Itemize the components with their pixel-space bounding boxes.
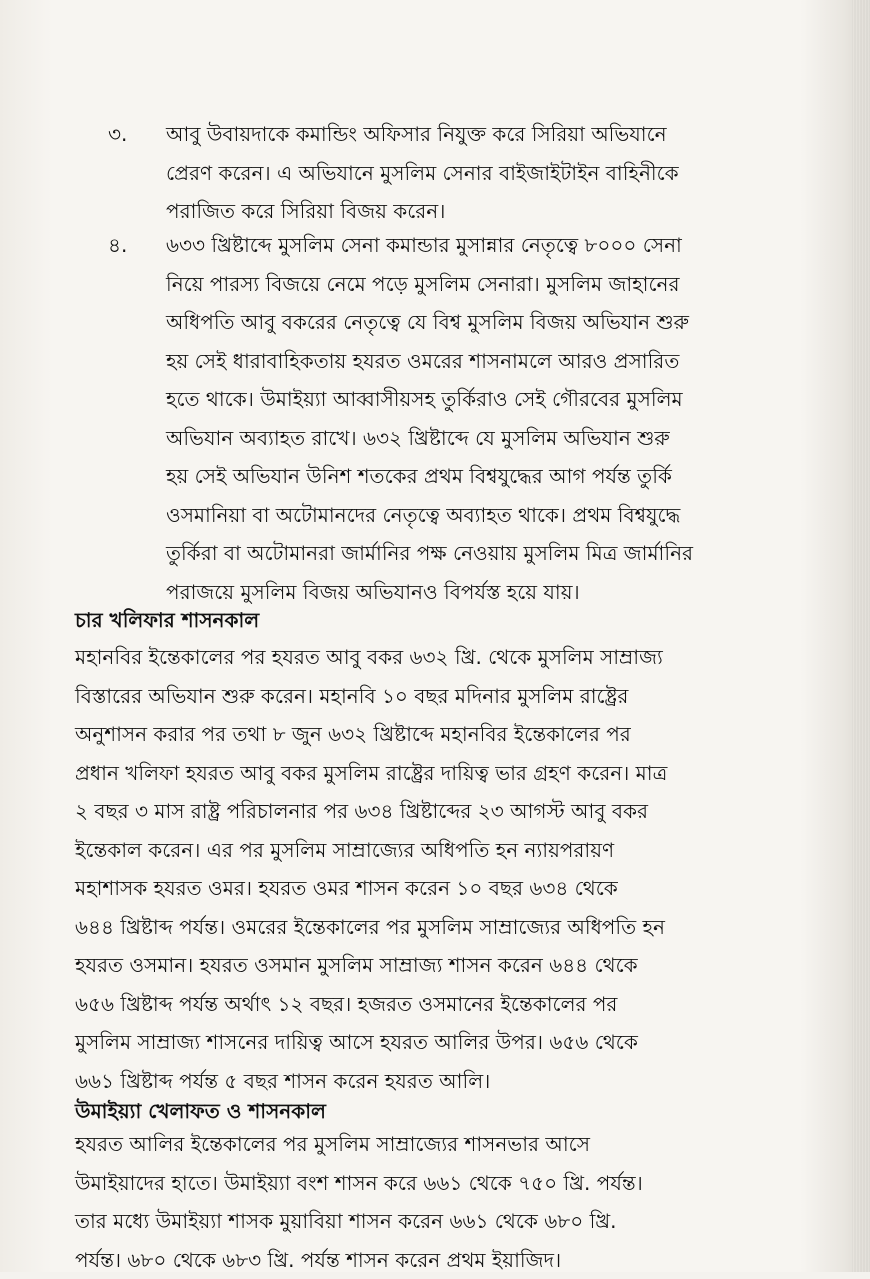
text-line: পর্যন্ত। ৬৮০ থেকে ৬৮৩ খ্রি. পর্যন্ত শাসন করেন প্রথম ইয়াজিদ। bbox=[75, 1241, 810, 1279]
text-line: মহাশাসক হযরত ওমর। হযরত ওমর শাসন করেন ১০ বছর ৬৩৪ থেকে bbox=[75, 869, 810, 908]
text-line: অধিপতি আবু বকরের নেতৃত্বে যে বিশ্ব মুসলিম বিজয় অভিযান শুরু bbox=[166, 303, 808, 342]
text-line: মুসলিম সাম্রাজ্য শাসনের দায়িত্ব আসে হযরত আলির উপর। ৬৫৬ থেকে bbox=[75, 1023, 810, 1062]
numbered-item-3 bbox=[108, 115, 808, 231]
item-text bbox=[166, 115, 808, 231]
text-line: হযরত আলির ইন্তেকালের পর মুসলিম সাম্রাজ্যের শাসনভার আসে bbox=[75, 1125, 810, 1164]
item-number: ৩. bbox=[108, 115, 158, 154]
text-line: অনুশাসন করার পর তথা ৮ জুন ৬৩২ খ্রিষ্টাব্দে মহানবির ইন্তেকালের পর bbox=[75, 715, 810, 754]
text-line: ৬৬১ খ্রিষ্টাব্দ পর্যন্ত ৫ বছর শাসন করেন হযরত আলি। bbox=[75, 1062, 810, 1101]
text-line: ৬৩৩ খ্রিষ্টাব্দে মুসলিম সেনা কমান্ডার মুসান্নার নেতৃত্বে ৮০০০ সেনা bbox=[166, 226, 808, 265]
text-line: তার মধ্যে উমাইয়্যা শাসক মুয়াবিয়া শাসন করেন ৬৬১ থেকে ৬৮০ খ্রি. bbox=[75, 1202, 810, 1241]
section-heading-umayyad: উমাইয়্যা খেলাফত ও শাসনকাল bbox=[75, 1097, 326, 1130]
section-paragraph-umayyad bbox=[75, 1125, 810, 1279]
text-line: ৬৪৪ খ্রিষ্টাব্দ পর্যন্ত। ওমরের ইন্তেকালের পর মুসলিম সাম্রাজ্যের অধিপতি হন bbox=[75, 908, 810, 947]
text-line: প্রধান খলিফা হযরত আবু বকর মুসলিম রাষ্ট্রের দায়িত্ব ভার গ্রহণ করেন। মাত্র bbox=[75, 754, 810, 793]
text-line: হযরত ওসমান। হযরত ওসমান মুসলিম সাম্রাজ্য শাসন করেন ৬৪৪ থেকে bbox=[75, 946, 810, 985]
page-edge bbox=[852, 0, 870, 1272]
item-text bbox=[166, 226, 808, 611]
text-line: আবু উবায়দাকে কমান্ডিং অফিসার নিযুক্ত করে সিরিয়া অভিযানে bbox=[166, 115, 808, 154]
text-line: প্রেরণ করেন। এ অভিযানে মুসলিম সেনার বাইজাইটাইন বাহিনীকে bbox=[166, 154, 808, 193]
text-line: পরাজিত করে সিরিয়া বিজয় করেন। bbox=[166, 192, 808, 231]
text-line: হয় সেই ধারাবাহিকতায় হযরত ওমরের শাসনামলে আরও প্রসারিত bbox=[166, 342, 808, 381]
section-heading-four-caliphs: চার খলিফার শাসনকাল bbox=[75, 606, 259, 639]
text-line: উমাইয়াদের হাতে। উমাইয়্যা বংশ শাসন করে ৬৬১ থেকে ৭৫০ খ্রি. পর্যন্ত। bbox=[75, 1164, 810, 1203]
text-line: ওসমানিয়া বা অটোমানদের নেতৃত্বে অব্যাহত থাকে। প্রথম বিশ্বযুদ্ধে bbox=[166, 496, 808, 535]
item-number: ৪. bbox=[108, 226, 158, 265]
text-line: নিয়ে পারস্য বিজয়ে নেমে পড়ে মুসলিম সেনারা। মুসলিম জাহানের bbox=[166, 265, 808, 304]
numbered-item-4 bbox=[108, 226, 808, 611]
text-line: হয় সেই অভিযান উনিশ শতকের প্রথম বিশ্বযুদ্ধের আগ পর্যন্ত তুর্কি bbox=[166, 457, 808, 496]
text-line: অভিযান অব্যাহত রাখে। ৬৩২ খ্রিষ্টাব্দে যে মুসলিম অভিযান শুরু bbox=[166, 419, 808, 458]
section-paragraph-four-caliphs bbox=[75, 638, 810, 1100]
text-line: ২ বছর ৩ মাস রাষ্ট্র পরিচালনার পর ৬৩৪ খ্রিষ্টাব্দের ২৩ আগস্ট আবু বকর bbox=[75, 792, 810, 831]
text-line: হতে থাকে। উমাইয়্যা আব্বাসীয়সহ তুর্কিরাও সেই গৌরবের মুসলিম bbox=[166, 380, 808, 419]
text-line: ইন্তেকাল করেন। এর পর মুসলিম সাম্রাজ্যের অধিপতি হন ন্যায়পরায়ণ bbox=[75, 831, 810, 870]
text-line: মহানবির ইন্তেকালের পর হযরত আবু বকর ৬৩২ খ্রি. থেকে মুসলিম সাম্রাজ্য bbox=[75, 638, 810, 677]
text-line: পরাজয়ে মুসলিম বিজয় অভিযানও বিপর্যস্ত হয়ে যায়। bbox=[166, 573, 808, 612]
text-line: ৬৫৬ খ্রিষ্টাব্দ পর্যন্ত অর্থাৎ ১২ বছর। হজরত ওসমানের ইন্তেকালের পর bbox=[75, 985, 810, 1024]
text-line: বিস্তারের অভিযান শুরু করেন। মহানবি ১০ বছর মদিনার মুসলিম রাষ্ট্রের bbox=[75, 677, 810, 716]
text-line: তুর্কিরা বা অটোমানরা জার্মানির পক্ষ নেওয়ায় মুসলিম মিত্র জার্মানির bbox=[166, 534, 808, 573]
